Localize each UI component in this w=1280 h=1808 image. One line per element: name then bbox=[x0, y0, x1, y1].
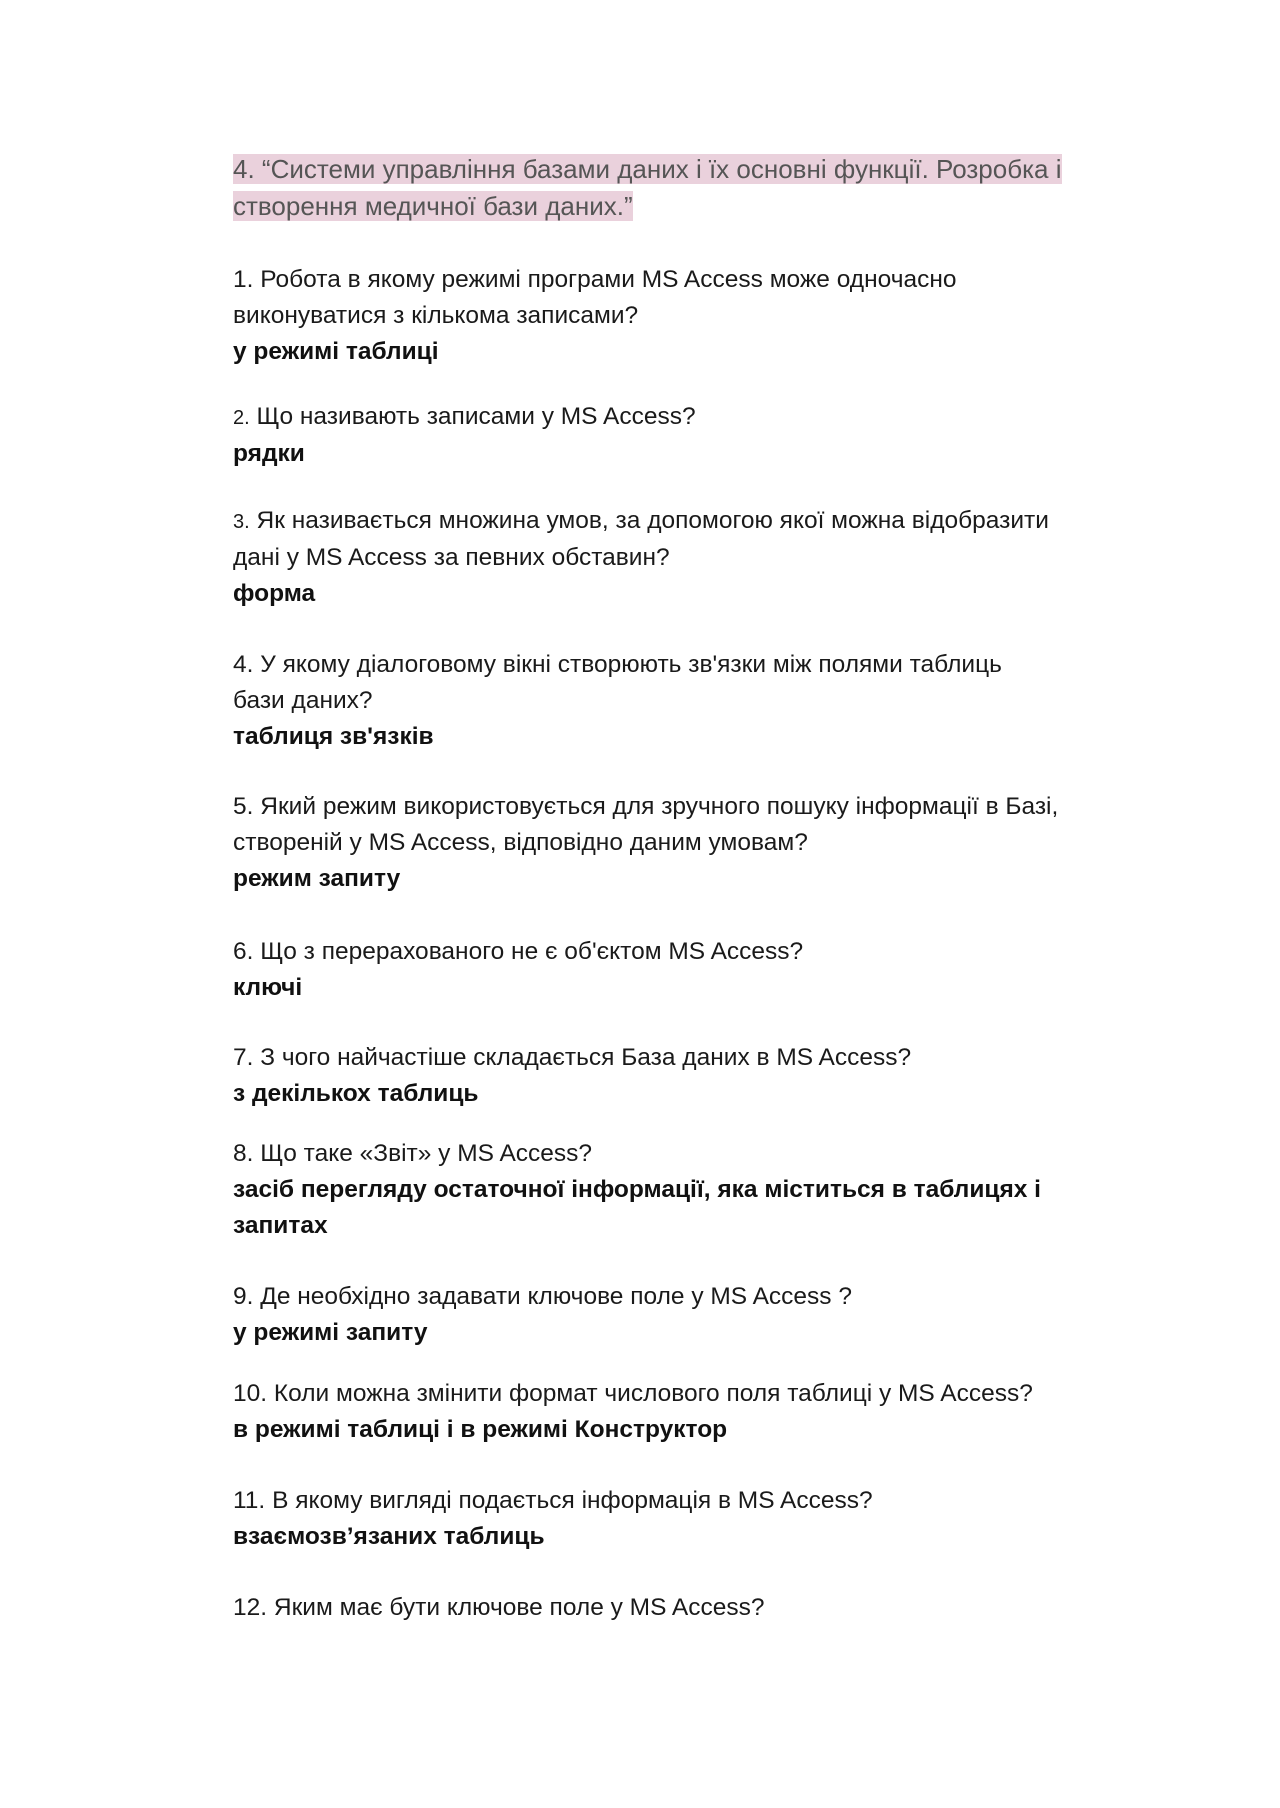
answer-5: режим запиту bbox=[233, 865, 401, 892]
qa-item-9 bbox=[233, 1279, 1133, 1351]
question-12 bbox=[233, 1590, 1133, 1626]
question-5 bbox=[233, 789, 1133, 861]
answer-text-line-2: запитах bbox=[233, 1212, 328, 1239]
question-text-line-1: Що таке «Звіт» у MS Access? bbox=[260, 1140, 593, 1167]
question-11 bbox=[233, 1483, 1133, 1519]
qa-item-8 bbox=[233, 1136, 1133, 1244]
question-number: 3. bbox=[233, 511, 250, 533]
answer-text-line-1: засіб перегляду остаточної інформації, яка міститься в таблицях і bbox=[233, 1176, 1041, 1203]
qa-item-7 bbox=[233, 1040, 1133, 1112]
question-text-line-1: Як називається множина умов, за допомогою якої можна відобразити bbox=[256, 507, 1049, 534]
question-7 bbox=[233, 1040, 1133, 1076]
qa-item-2 bbox=[233, 399, 1133, 472]
question-text-line-2: бази даних? bbox=[233, 687, 373, 714]
question-8 bbox=[233, 1136, 1133, 1172]
title-line-1: 4. “Системи управління базами даних і їх основні функції. Розробка і bbox=[233, 154, 1062, 184]
answer-7: з декількох таблиць bbox=[233, 1080, 479, 1107]
question-text-line-2: виконуватися з кількома записами? bbox=[233, 302, 639, 329]
question-number: 7. bbox=[233, 1044, 254, 1071]
answer-1: у режимі таблиці bbox=[233, 338, 439, 365]
answer-6: ключі bbox=[233, 974, 303, 1001]
question-number: 8. bbox=[233, 1140, 254, 1167]
question-10 bbox=[233, 1376, 1133, 1412]
question-number: 11. bbox=[233, 1487, 266, 1514]
title-line-2: створення медичної бази даних.” bbox=[233, 191, 633, 221]
question-text-line-2: створеній у MS Access, відповідно даним умовам? bbox=[233, 829, 808, 856]
answer-4: таблиця зв'язків bbox=[233, 723, 434, 750]
qa-item-11 bbox=[233, 1483, 1133, 1555]
qa-item-4 bbox=[233, 647, 1133, 755]
question-9 bbox=[233, 1279, 1133, 1315]
question-number: 5. bbox=[233, 793, 254, 820]
question-number: 12. bbox=[233, 1594, 268, 1621]
question-number: 2. bbox=[233, 407, 250, 429]
question-text-line-1: Який режим використовується для зручного пошуку інформації в Базі, bbox=[260, 793, 1059, 820]
answer-8 bbox=[233, 1172, 1133, 1244]
question-number: 10. bbox=[233, 1380, 268, 1407]
question-number: 1. bbox=[233, 266, 254, 293]
question-1 bbox=[233, 262, 1133, 334]
qa-item-1 bbox=[233, 262, 1133, 370]
question-number: 4. bbox=[233, 651, 254, 678]
qa-item-6 bbox=[233, 934, 1133, 1006]
question-text-line-1: У якому діалоговому вікні створюють зв'язки між полями таблиць bbox=[260, 651, 1002, 678]
question-text-line-1: Робота в якому режимі програми MS Access може одночасно bbox=[260, 266, 957, 293]
answer-9: у режимі запиту bbox=[233, 1319, 428, 1346]
question-text-line-2: дані у MS Access за певних обставин? bbox=[233, 544, 670, 571]
question-2 bbox=[233, 399, 1133, 436]
answer-11: взаємозв’язаних таблиць bbox=[233, 1523, 545, 1550]
answer-2: рядки bbox=[233, 440, 305, 467]
question-text-line-1: Де необхідно задавати ключове поле у MS Access ? bbox=[260, 1283, 852, 1310]
question-text-line-1: З чого найчастіше складається База даних в MS Access? bbox=[260, 1044, 912, 1071]
qa-item-3 bbox=[233, 503, 1133, 612]
qa-item-10 bbox=[233, 1376, 1133, 1448]
question-3 bbox=[233, 503, 1133, 576]
question-text-line-1: Коли можна змінити формат числового поля таблиці у MS Access? bbox=[273, 1380, 1033, 1407]
question-number: 9. bbox=[233, 1283, 254, 1310]
qa-item-12 bbox=[233, 1590, 1133, 1626]
question-4 bbox=[233, 647, 1133, 719]
question-text-line-1: Що з перерахованого не є об'єктом MS Access? bbox=[260, 938, 804, 965]
document-title bbox=[233, 151, 1133, 225]
answer-10: в режимі таблиці і в режимі Конструктор bbox=[233, 1416, 728, 1443]
question-text-line-1: В якому вигляді подається інформація в MS Access? bbox=[272, 1487, 873, 1514]
question-text-line-1: Яким має бути ключове поле у MS Access? bbox=[273, 1594, 765, 1621]
question-6 bbox=[233, 934, 1133, 970]
answer-3: форма bbox=[233, 580, 316, 607]
question-text-line-1: Що називають записами у MS Access? bbox=[256, 403, 696, 430]
question-number: 6. bbox=[233, 938, 254, 965]
qa-item-5 bbox=[233, 789, 1133, 897]
